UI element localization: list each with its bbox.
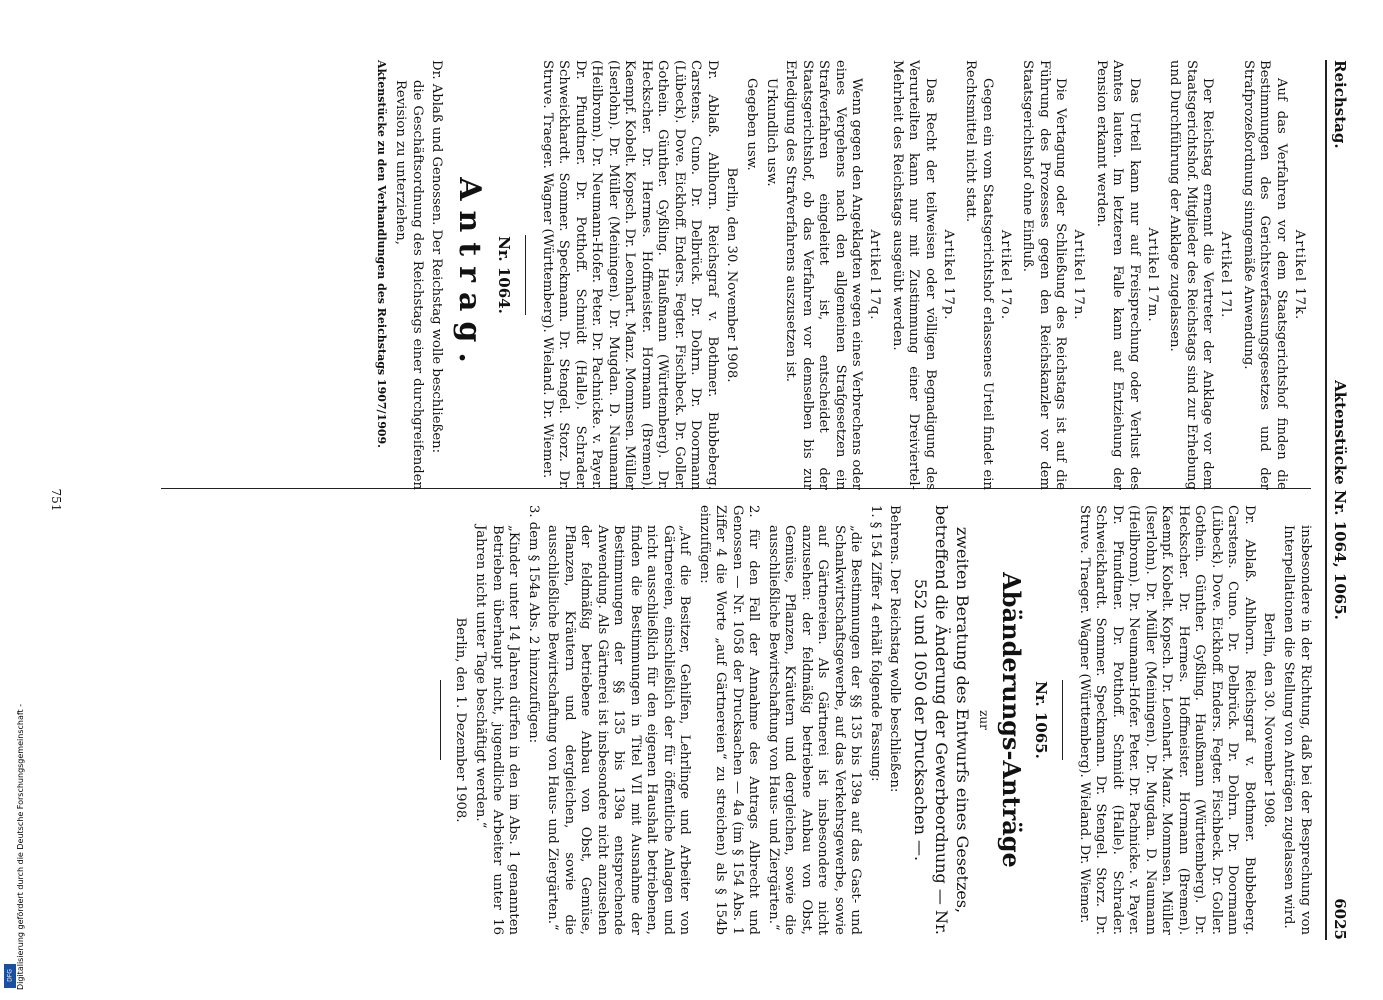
article-heading: Artikel 17m.: [1145, 227, 1160, 323]
quoted-text: „Kinder unter 14 Jahren dürfen in den im Abs. 1 genannten Betrieben überhaupt nicht, jugendliche Arbeiter unter 16 Jahren nicht unter Tage beschäftigt werden.“: [473, 525, 522, 935]
paragraph: Das Urteil kann nur auf Freisprechung oder Verlust des Amtes lauten. Im letzteren Falle kann auf Entziehung der Pension erkannt werden.: [1094, 60, 1142, 490]
dfg-logo: [4, 964, 16, 988]
paragraph: Gegen ein vom Staatsgerichtshof erlassenes Urteil findet ein Rechtsmittel nicht statt.: [963, 60, 995, 490]
date-line: Berlin, den 30. November 1908.: [724, 167, 739, 383]
paragraph: Der Reichstag ernennt die Vertreter der Anklage vor dem Staatsgerichtshof. Mitglieder des Reichstags sind zur Erhebung und Durchführung der Anklage zugelassen.: [1167, 60, 1216, 490]
right-column: [428, 505, 1313, 935]
section-rule: [440, 680, 441, 760]
quoted-text: „die Bestimmungen der §§ 135 bis 139a auf das Gast- und Schankwirtschaftsgewerbe, auf das Verkehrsgewerbe, sowie auf Gärtnereien. Als Gärtnerei ist insbesondere nicht anzusehen: der feldmäßig betriebene Anbau von Obst, Gemüse, Pflanzen, Kräutern und dergleichen, sowie die ausschließliche Bewirtschaftung von Haus- und Ziergärten.“: [766, 525, 864, 935]
left-column: [370, 60, 1314, 490]
quoted-text: „Auf die Besitzer, Gehilfen, Lehrlinge und Arbeiter von Gärtnereien, einschließlich der für öffentliche Anlagen und nicht ausschließlich für den eigenen Haushalt betriebenen, finden die Bestimmungen in Titel VII mit Ausnahme der Bestimmungen der §§ 135 bis 139a entsprechende Anwendung. Als Gärtnerei ist insbesondere nicht anzusehen der feldmäßig betriebene Anbau von Obst, Gemüse, Pflanzen, Kräutern und dergleichen, sowie die ausschließliche Bewirtschaftung von Haus- und Ziergärten.“: [545, 525, 693, 935]
motion-intro: Behrens. Der Reichstag wolle beschließen:: [887, 505, 903, 793]
list-item: 3. dem § 154a Abs. 2 hinzuzufügen:: [526, 505, 541, 744]
page-header: [1325, 60, 1353, 940]
paragraph: Dr. Ablaß und Genossen. Der Reichstag wolle beschließen:: [429, 60, 445, 454]
header-left: Reichstag.: [1331, 60, 1349, 149]
document-title: Abänderungs-Anträge: [997, 572, 1027, 868]
paragraph: Wenn gegen den Angeklagten wegen eines Verbrechens oder eines Vergehens nach den allgemeinen Strafgesetzen ein Strafverfahren eingeleitet ist, entscheidet der Staatsgerichtshof, ob das Verfahren vor demselben bis zur Erledigung des Strafverfahrens auszusetzen ist.: [783, 60, 865, 490]
document-subtitle: zweiten Beratung des Entwurfs eines Gesetzes, betreffend die Änderung der Gewerbeordnung — Nr. 552 und 1050 der Drucksachen —.: [911, 505, 973, 935]
document-number: Nr. 1065.: [1032, 681, 1051, 759]
header-page-number: 6025: [1331, 898, 1349, 940]
credit-text: Digitalisierung gefördert durch die Deutsche Forschungsgemeinschaft -: [16, 703, 25, 990]
paragraph: Auf das Verfahren vor dem Staatsgerichtshof finden die Bestimmungen des Gerichtsverfassungsgesetzes und der Strafprozeßordnung sinngemäße Anwendung.: [1241, 60, 1289, 490]
paragraph: insbesondere in der Richtung, daß bei der Besprechung von Interpellationen die Stellung von Anträgen zugelassen wird.: [1281, 525, 1313, 935]
article-heading: Artikel 17q.: [867, 229, 883, 321]
document-number: Nr. 1064.: [495, 236, 514, 314]
closing-formula: Urkundlich usw.: [764, 78, 779, 187]
signatories: Dr. Ablaß. Ahlhorn. Reichsgraf v. Bothmer. Bubbeberg. Carstens. Cuno. Dr. Delbrück. Dr. Dohrn. Dr. Doormann (Lübeck). Dove. Eickhoff. Enders. Fegter. Fischbeck. Dr. Goller. Gothein. Günther. Gyßling. Haußmann (Württemberg). Dr. Heckscher. Dr. Hermes. Hoffmeister. Hormann (Bremen). Kaempf. Kobelt. Kopsch. Dr. Leonhart. Manz. Mommsen. Müller (Iserlohn). Dr. Müller (Meiningen). Dr. Mugdan. D. Naumann (Heilbronn). Dr. Neumann-Hofer. Peter. Dr. Pachnicke. v. Payer. Dr. Pfundtner. Dr. Potthoff. Schmidt (Halle). Schrader. Schweickhardt. Sommer. Speckmann. Dr. Stengel. Storz. Dr. Struve. Traeger. Wagner (Württemberg). Wieland. Dr. Wiemer.: [540, 60, 720, 490]
signatories: Dr. Ablaß. Ahlhorn. Reichsgraf v. Bothmer. Bubbeberg. Carstens. Cuno. Dr. Delbrück. Dr. Dohrn. Dr. Doormann (Lübeck). Dove. Eickhoff. Enders. Fegter. Fischbeck. Dr. Goller. Gothein. Günther. Gyßling. Haußmann (Württemberg). Dr. Heckscher. Dr. Hermes. Hoffmeister. Hormann (Bremen). Kaempf. Kobelt. Kopsch. Dr. Leonhart. Manz. Mommsen. Müller (Iserlohn). Dr. Müller (Meiningen). Dr. Mugdan. D. Naumann (Heilbronn). Dr. Neumann-Hofer. Peter. Dr. Pachnicke. v. Payer. Dr. Pfundtner. Dr. Potthoff. Schmidt (Halle). Schrader. Schweickhardt. Sommer. Speckmann. Dr. Stengel. Storz. Dr. Struve. Traeger. Wagner (Württemberg). Wieland. Dr. Wiemer.: [1077, 505, 1257, 935]
article-heading: Artikel 17p.: [941, 229, 956, 321]
page-number: 751: [49, 488, 63, 512]
article-heading: Artikel 17k.: [1292, 229, 1307, 321]
paragraph: Das Recht der teilweisen oder völligen Begnadigung des Verurteilten kann nur mit Zustimmung einer Dreiviertel-Mehrheit des Reichstags ausgeübt werden.: [890, 60, 938, 490]
article-heading: Artikel 17l.: [1218, 231, 1234, 319]
paragraph: Die Vertagung oder Schließung des Reichstags ist auf die Führung des Prozesses gegen den Reichskanzler vor dem Staatsgerichtshof ohne Einfluß.: [1020, 60, 1069, 490]
date-line: Berlin, den 1. Dezember 1908.: [453, 617, 468, 823]
motion-text: die Geschäftsordnung des Reichstags einer durchgreifenden Revision zu unterziehen,: [393, 80, 425, 490]
closing-formula: Gegeben usw.: [744, 78, 760, 171]
footer-note: Aktenstücke zu den Verhandlungen des Reichstags 1907/1909.: [375, 60, 388, 448]
header-center: Aktenstücke Nr. 1064, 1065.: [1331, 380, 1349, 620]
list-item: 1. § 154 Ziffer 4 erhält folgende Fassung:: [868, 505, 883, 782]
section-rule: [526, 235, 527, 315]
digitization-credit: [0, 0, 25, 1000]
article-heading: Artikel 17n.: [1071, 229, 1087, 321]
section-rule: [1063, 680, 1064, 760]
logo-text: DFG: [6, 969, 14, 982]
document-title: Antrag.: [452, 177, 488, 373]
connector-word: zur: [977, 710, 992, 730]
date-line: Berlin, den 30. November 1908.: [1261, 612, 1276, 828]
list-item: 2. für den Fall der Annahme des Antrags Albrecht und Genossen — Nr. 1058 der Drucksachen — 4a (im § 154 Abs. 1 Ziffer 4 die Worte „auf Gärtnereien“ zu streichen) als § 154b einzufügen:: [697, 505, 762, 935]
article-heading: Artikel 17o.: [998, 229, 1013, 321]
